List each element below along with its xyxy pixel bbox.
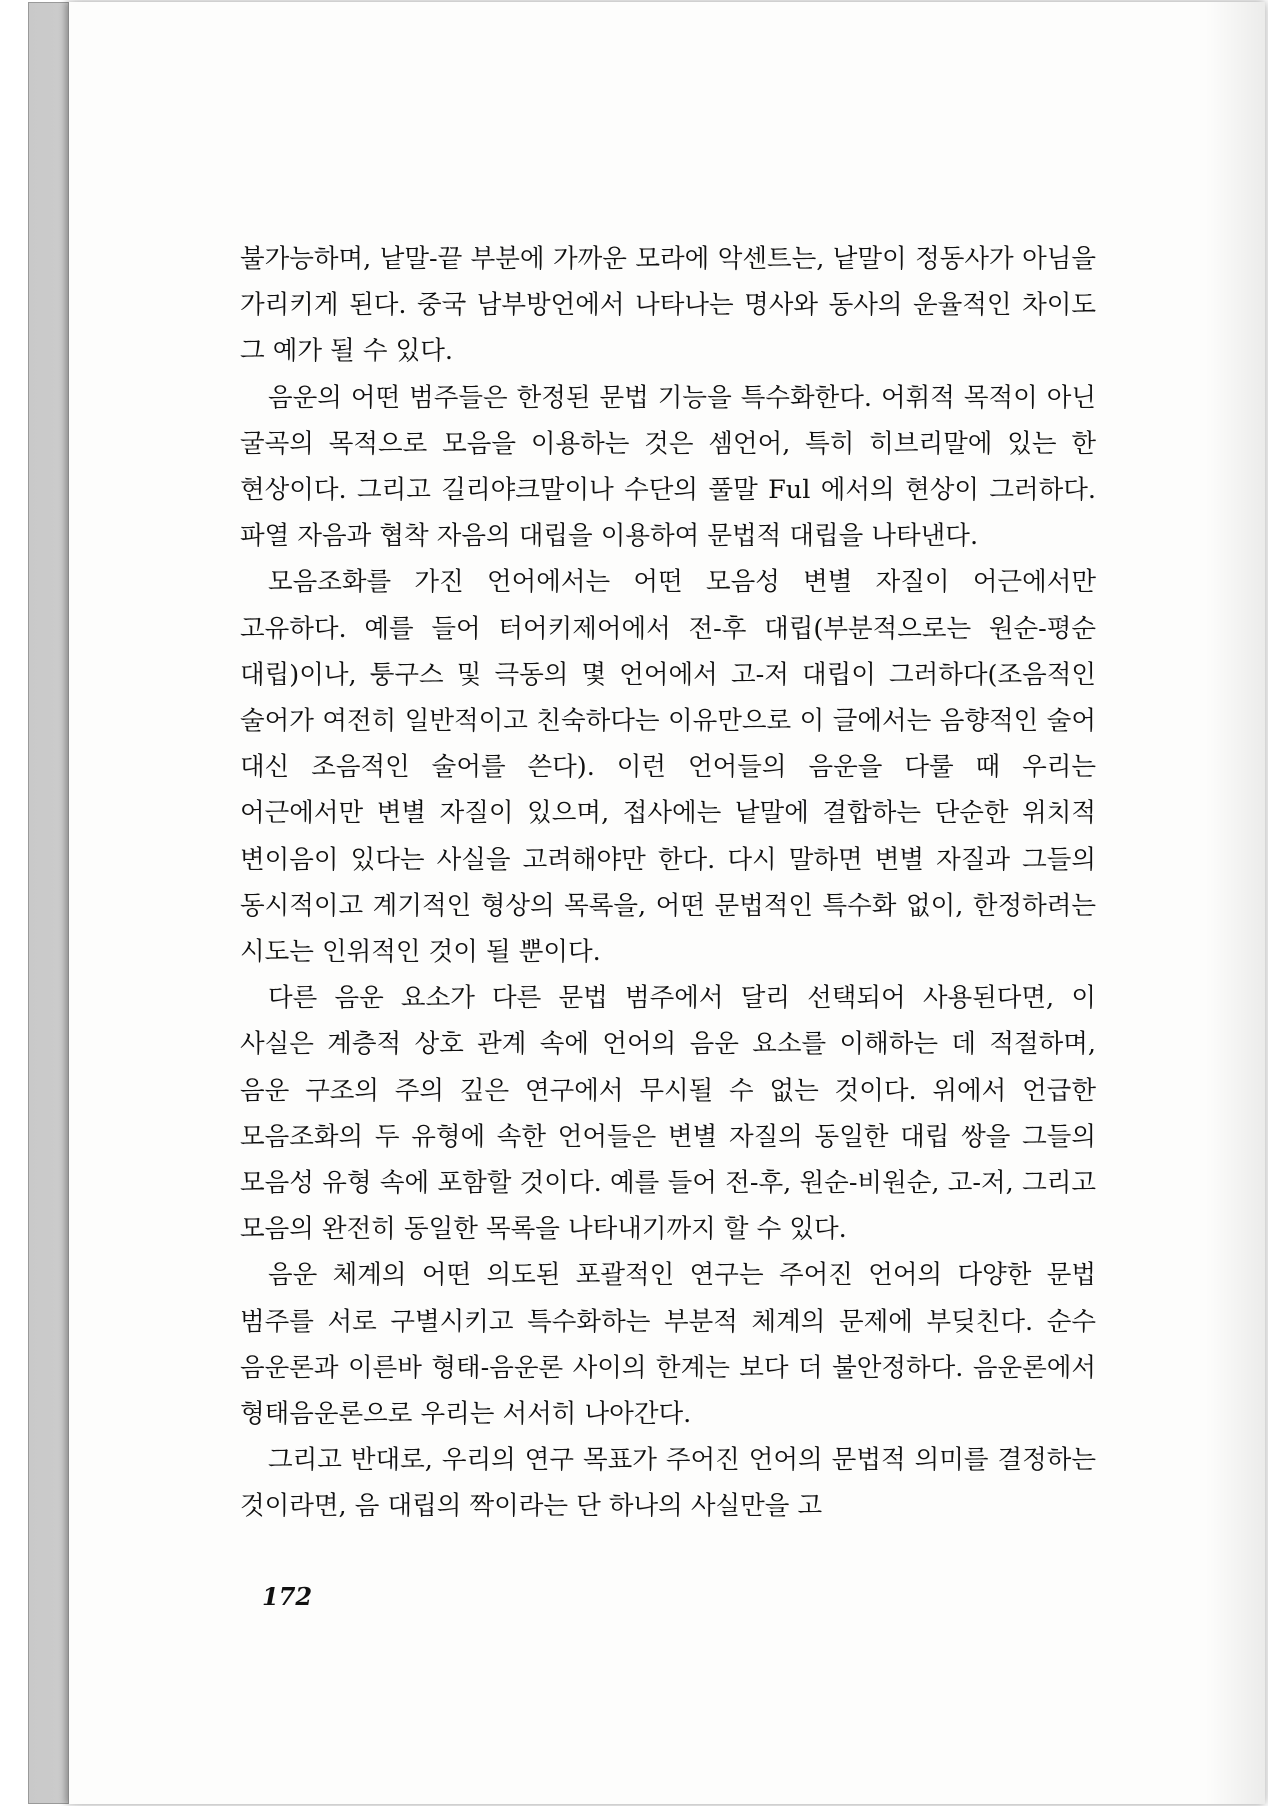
paragraph: 다른 음운 요소가 다른 문법 범주에서 달리 선택되어 사용된다면, 이 사실은 계층적 상호 관계 속에 언어의 음운 요소를 이해하는 데 적절하며, 음운 구조의 주의 깊은 연구에서 무시될 수 없는 것이다. 위에서 언급한 모음조화의 두 유형에 속한 언어들은 변별 자질의 동일한 대립 쌍을 그들의 모음성 유형 속에 포함할 것이다. 예를 들어 전-후, 원순-비원순, 고-저, 그리고 모음의 완전히 동일한 목록을 나타내기까지 할 수 있다. xyxy=(240,983,1096,1245)
page-fold-shadow xyxy=(1205,2,1265,1804)
paragraph: 그리고 반대로, 우리의 연구 목표가 주어진 언어의 문법적 의미를 결정하는 것이라면, 음 대립의 짝이라는 단 하나의 사실만을 고 xyxy=(240,1445,1096,1522)
paragraph: 음운 체계의 어떤 의도된 포괄적인 연구는 주어진 언어의 다양한 문법 범주를 서로 구별시키고 특수화하는 부분적 체계의 문제에 부딪친다. 순수 음운론과 이른바 형태-음운론 사이의 한계는 보다 더 불안정하다. 음운론에서 형태음운론으로 우리는 서서히 나아간다. xyxy=(240,1260,1096,1430)
paragraph: 음운의 어떤 범주들은 한정된 문법 기능을 특수화한다. 어휘적 목적이 아닌 굴곡의 목적으로 모음을 이용하는 것은 셈언어, 특히 히브리말에 있는 한 현상이다. 그리고 길리야크말이나 수단의 풀말 Ful 에서의 현상이 그러하다. 파열 자음과 협착 자음의 대립을 이용하여 문법적 대립을 나타낸다. xyxy=(240,382,1096,552)
paragraph: 불가능하며, 낱말-끝 부분에 가까운 모라에 악센트는, 낱말이 정동사가 아님을 가리키게 된다. 중국 남부방언에서 나타나는 명사와 동사의 운율적인 차이도 그 예가 될 수 있다. xyxy=(240,244,1096,367)
body-text xyxy=(240,236,1096,1530)
page-number: 172 xyxy=(262,1582,313,1611)
paragraph: 모음조화를 가진 언어에서는 어떤 모음성 변별 자질이 어근에서만 고유하다. 예를 들어 터어키제어에서 전-후 대립(부분적으로는 원순-평순 대립)이나, 퉁구스 및 극동의 몇 언어에서 고-저 대립이 그러하다(조음적인 술어가 여전히 일반적이고 친숙하다는 이유만으로 이 글에서는 음향적인 술어 대신 조음적인 술어를 쓴다). 이런 언어들의 음운을 다룰 때 우리는 어근에서만 변별 자질이 있으며, 접사에는 낱말에 결합하는 단순한 위치적 변이음이 있다는 사실을 고려해야만 한다. 다시 말하면 변별 자질과 그들의 동시적이고 계기적인 형상의 목록을, 어떤 문법적인 특수화 없이, 한정하려는 시도는 인위적인 것이 될 뿐이다. xyxy=(240,567,1096,968)
